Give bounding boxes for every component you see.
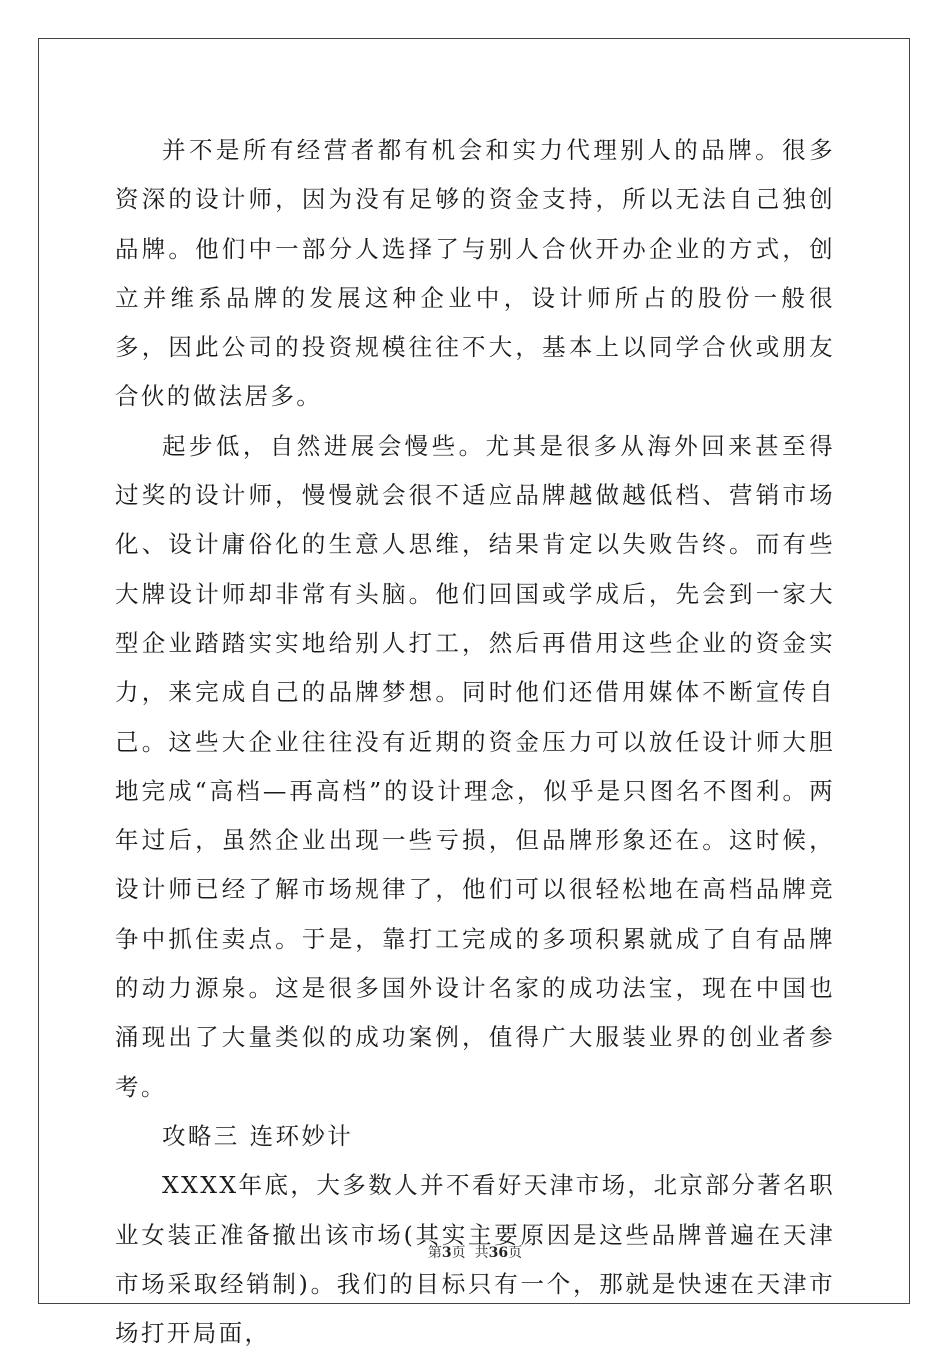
page-footer xyxy=(0,1242,950,1262)
page-suffix: 页 xyxy=(508,1245,523,1261)
section-heading: 攻略三 连环妙计 xyxy=(162,1121,354,1150)
current-page-number: 3 xyxy=(441,1245,452,1261)
paragraph: 起步低，自然进展会慢些。尤其是很多从海外回来甚至得过奖的设计师，慢慢就会很不适应品牌越做越低档、营销市场化、设计庸俗化的生意人思维，结果肯定以失败告终。而有些大牌设计师却非常有头脑。他们回国或学成后，先会到一家大型企业踏踏实实地给别人打工，然后再借用这些企业的资金实力，来完成自己的品牌梦想。同时他们还借用媒体不断宣传自己。这些大企业往往没有近期的资金压力可以放任设计师大胆地完成“高档—再高档”的设计理念，似乎是只图名不图利。两年过后，虽然企业出现一些亏损，但品牌形象还在。这时候，设计师已经了解市场规律了，他们可以很轻松地在高档品牌竞争中抓住卖点。于是，靠打工完成的多项积累就成了自有品牌的动力源泉。这是很多国外设计名家的成功法宝，现在中国也涌现出了大量类似的成功案例，值得广大服装业界的创业者参考。 xyxy=(115,431,835,1101)
page-prefix: 第 xyxy=(427,1245,442,1261)
page-mid-text: 页 共 xyxy=(451,1245,489,1261)
document-body xyxy=(115,126,835,1358)
total-page-number: 36 xyxy=(488,1245,509,1261)
paragraph: 并不是所有经营者都有机会和实力代理别人的品牌。很多资深的设计师，因为没有足够的资金支持，所以无法自己独创品牌。他们中一部分人选择了与别人合伙开办企业的方式，创立并维系品牌的发展这种企业中，设计师所占的股份一般很多，因此公司的投资规模往往不大，基本上以同学合伙或朋友合伙的做法居多。 xyxy=(115,136,835,411)
paragraph: XXXX年底，大多数人并不看好天津市场，北京部分著名职业女装正准备撤出该市场(其实主要原因是这些品牌普遍在天津市场采取经销制)。我们的目标只有一个，那就是快速在天津市场打开局面， xyxy=(115,1171,835,1348)
